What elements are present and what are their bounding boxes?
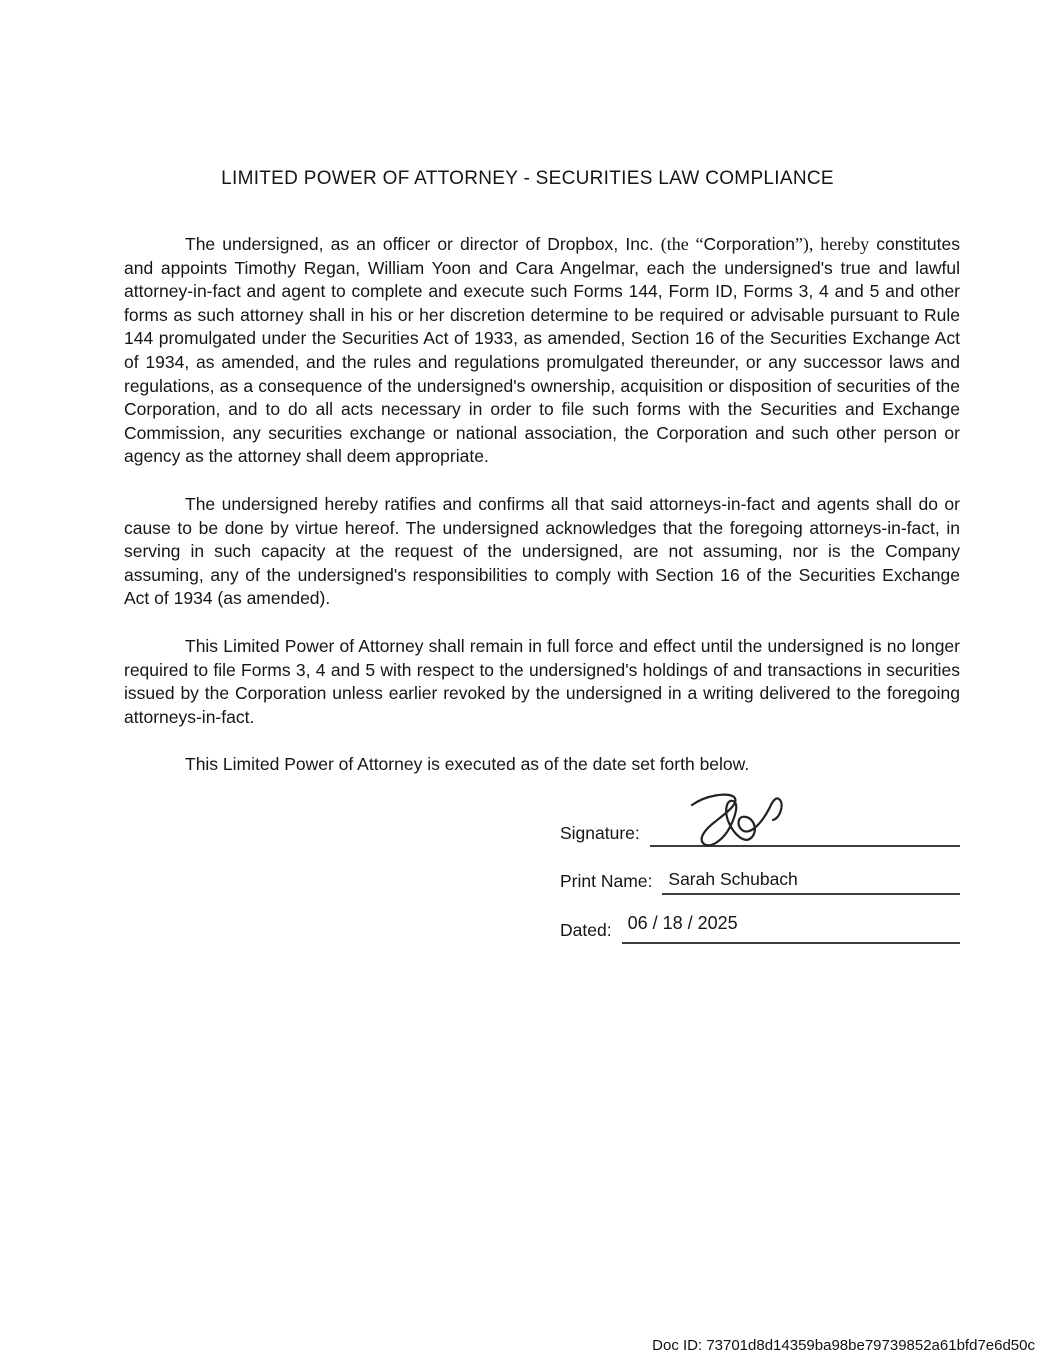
dated-value: 06 / 18 / 2025 bbox=[627, 913, 738, 933]
signature-line bbox=[650, 811, 960, 847]
paragraph-text: The undersigned, as an officer or director of Dropbox, Inc. bbox=[185, 234, 661, 254]
dated-row bbox=[560, 910, 960, 944]
signature-label: Signature: bbox=[560, 823, 640, 843]
signature-scribble-image bbox=[678, 791, 796, 851]
defined-term-corporation: Corporation bbox=[703, 234, 795, 254]
signature-row bbox=[560, 813, 960, 847]
print-name-line bbox=[662, 859, 960, 895]
print-name-row bbox=[560, 861, 960, 895]
paragraph-text-serif: ”), hereby bbox=[794, 234, 870, 254]
paragraph-appointment bbox=[124, 233, 960, 469]
page-title: LIMITED POWER OF ATTORNEY - SECURITIES LAW COMPLIANCE bbox=[221, 168, 834, 189]
paragraph-ratification: The undersigned hereby ratifies and confirms all that said attorneys-in-fact and agents shall do or cause to be done by virtue hereof. The undersigned acknowledges that the foregoing attorneys-in-fact, in serving in such capacity at the request of the undersigned, are not assuming, nor is the Company assuming, any of the undersigned's responsibilities to comply with Section 16 of the Securities Exchange Act of 1934 (as amended). bbox=[124, 493, 960, 609]
print-name-value: Sarah Schubach bbox=[668, 869, 798, 889]
paragraph-text: constitutes and appoints Timothy Regan, William Yoon and Cara Angelmar, each the undersigned's true and lawful attorney-in-fact and agent to complete and execute such Forms 144, Form ID, Forms 3, 4 and 5 and other forms as such attorney shall in his or her discretion determine to be required or advisable pursuant to Rule 144 promulgated under the Securities Act of 1933, as amended, Section 16 of the Securities Exchange Act of 1934, as amended, and the rules and regulations promulgated thereunder, or any successor laws and regulations, as a consequence of the undersigned's ownership, acquisition or disposition of securities of the Corporation, and to do all acts necessary in order to file such forms with the Securities and Exchange Commission, any securities exchange or national association, the Corporation and such other person or agency as the attorney shall deem appropriate. bbox=[124, 234, 960, 467]
paragraph-duration: This Limited Power of Attorney shall remain in full force and effect until the undersigned is no longer required to file Forms 3, 4 and 5 with respect to the undersigned's holdings of and transactions in securities issued by the Corporation unless earlier revoked by the undersigned in a writing delivered to the foregoing attorneys-in-fact. bbox=[124, 635, 960, 727]
paragraph-execution: This Limited Power of Attorney is executed as of the date set forth below. bbox=[185, 754, 750, 775]
doc-id-footer: Doc ID: 73701d8d14359ba98be79739852a61bfd7e6d50c bbox=[652, 1337, 1035, 1354]
print-name-label: Print Name: bbox=[560, 871, 653, 891]
dated-line bbox=[622, 908, 960, 944]
paragraph-text-serif: (the “ bbox=[660, 234, 704, 254]
document-body bbox=[124, 233, 960, 801]
dated-label: Dated: bbox=[560, 920, 612, 940]
